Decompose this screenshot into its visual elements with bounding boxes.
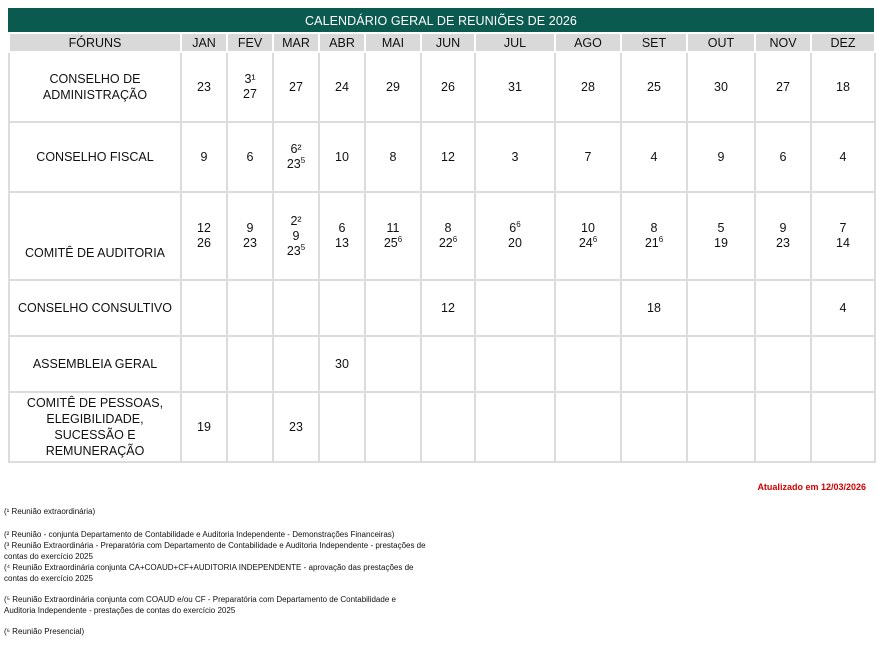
date-cell-jul <box>475 336 555 392</box>
header-month-out: OUT <box>687 33 755 52</box>
meeting-day: 21 <box>644 236 659 250</box>
footnote-6: (⁶ Reunião Presencial) <box>4 627 85 636</box>
date-cell-jan <box>181 52 227 122</box>
meeting-date <box>476 80 554 95</box>
meeting-date <box>274 229 318 244</box>
date-cell-abr <box>319 122 365 192</box>
meeting-date <box>812 301 874 316</box>
date-cell-jun <box>421 122 475 192</box>
date-cell-nov <box>755 52 811 122</box>
date-cell-abr <box>319 280 365 336</box>
date-cell-mar <box>273 336 319 392</box>
date-cell-set <box>621 280 687 336</box>
calendar-container <box>8 8 874 463</box>
table-body <box>9 52 875 462</box>
forum-name <box>9 392 181 462</box>
date-cell-ago <box>555 280 621 336</box>
meeting-day: 30 <box>335 356 349 371</box>
meeting-date <box>812 80 874 95</box>
meeting-date <box>320 80 364 95</box>
meeting-date <box>812 150 874 165</box>
date-cell-set <box>621 392 687 462</box>
meeting-day: 14 <box>836 236 850 250</box>
footnote-marker: 6 <box>592 234 598 244</box>
date-cell-nov <box>755 392 811 462</box>
header-month-jan: JAN <box>181 33 227 52</box>
meeting-date <box>320 150 364 165</box>
meeting-day: 12 <box>197 221 211 235</box>
forum-name-line: CONSELHO FISCAL <box>36 150 154 164</box>
date-cell-out <box>687 192 755 280</box>
date-cell-ago <box>555 192 621 280</box>
meeting-day: 18 <box>647 300 661 315</box>
date-cell-ago <box>555 52 621 122</box>
meeting-day: 25 <box>383 236 398 250</box>
meeting-day: 22 <box>438 236 453 250</box>
meeting-day: 9 <box>779 221 787 235</box>
table-row <box>9 122 875 192</box>
meeting-date <box>320 357 364 372</box>
date-cell-dez <box>811 392 875 462</box>
header-forums: FÓRUNS <box>9 33 181 52</box>
meeting-day: 19 <box>197 419 211 434</box>
meeting-day: 23 <box>286 157 301 171</box>
date-cell-ago <box>555 336 621 392</box>
date-cell-dez <box>811 192 875 280</box>
date-cell-nov <box>755 280 811 336</box>
date-cell-fev <box>227 280 273 336</box>
meeting-date <box>622 80 686 95</box>
header-month-set: SET <box>621 33 687 52</box>
meeting-day: 12 <box>441 149 455 164</box>
date-cell-jan <box>181 122 227 192</box>
forum-name-line: CONSELHO DE <box>49 72 141 86</box>
meeting-date <box>688 150 754 165</box>
date-cell-jul <box>475 192 555 280</box>
date-cell-dez <box>811 122 875 192</box>
forum-name <box>9 192 181 280</box>
meeting-date <box>556 236 620 251</box>
meeting-date <box>556 150 620 165</box>
meeting-date <box>756 150 810 165</box>
date-cell-mai <box>365 192 421 280</box>
meeting-date <box>688 236 754 251</box>
meeting-date <box>274 214 318 229</box>
table-row <box>9 280 875 336</box>
date-cell-set <box>621 122 687 192</box>
meeting-day: 8 <box>389 149 397 164</box>
meeting-day: 6 <box>338 221 346 235</box>
meeting-date <box>422 236 474 251</box>
date-cell-jan <box>181 192 227 280</box>
date-cell-jul <box>475 122 555 192</box>
meeting-date <box>274 142 318 157</box>
date-cell-fev <box>227 392 273 462</box>
meeting-date <box>182 80 226 95</box>
meeting-date <box>622 221 686 236</box>
header-month-mai: MAI <box>365 33 421 52</box>
meeting-day: 6² <box>290 142 302 156</box>
meeting-date <box>274 244 318 259</box>
meeting-date <box>422 221 474 236</box>
footnote-3-line1: (³ Reunião Extraordinária - Preparatória com Departamento de Contabilidade e Auditoria Independente - prestações de <box>4 541 426 550</box>
header-row <box>9 33 875 52</box>
header-month-dez: DEZ <box>811 33 875 52</box>
date-cell-mar <box>273 392 319 462</box>
date-cell-jun <box>421 280 475 336</box>
date-cell-fev <box>227 192 273 280</box>
date-cell-out <box>687 280 755 336</box>
date-cell-abr <box>319 392 365 462</box>
meeting-day: 10 <box>335 149 349 164</box>
footnote-marker: 5 <box>300 242 306 252</box>
date-cell-out <box>687 52 755 122</box>
meeting-day: 27 <box>776 79 790 94</box>
date-cell-jul <box>475 280 555 336</box>
date-cell-dez <box>811 336 875 392</box>
date-cell-jan <box>181 280 227 336</box>
meeting-date <box>622 236 686 251</box>
date-cell-dez <box>811 52 875 122</box>
forum-name-line: SUCESSÃO E REMUNERAÇÃO <box>45 428 145 458</box>
meeting-date <box>812 221 874 236</box>
meeting-day: 12 <box>441 300 455 315</box>
meeting-date <box>422 80 474 95</box>
table-row <box>9 192 875 280</box>
footnote-1: (¹ Reunião extraordinária) <box>4 507 96 516</box>
meeting-date <box>320 221 364 236</box>
date-cell-jun <box>421 336 475 392</box>
meeting-day: 6 <box>779 149 787 164</box>
meeting-day: 23 <box>286 243 301 258</box>
forum-name-line: ASSEMBLEIA GERAL <box>32 357 158 371</box>
meeting-day: 9 <box>717 149 725 164</box>
date-cell-out <box>687 336 755 392</box>
date-cell-nov <box>755 122 811 192</box>
date-cell-set <box>621 52 687 122</box>
footnote-marker: 5 <box>300 155 306 165</box>
meeting-date <box>182 150 226 165</box>
meeting-day: 23 <box>289 419 303 434</box>
forum-name <box>9 52 181 122</box>
footnote-marker: 6 <box>452 234 458 244</box>
meeting-date <box>228 87 272 102</box>
meeting-day: 24 <box>335 79 349 94</box>
meeting-day: 19 <box>714 236 728 250</box>
header-month-abr: ABR <box>319 33 365 52</box>
footnote-marker: 6 <box>516 219 521 229</box>
date-cell-set <box>621 336 687 392</box>
meeting-day: 3¹ <box>244 72 256 86</box>
date-cell-mai <box>365 122 421 192</box>
forum-name-line: COMITÊ DE PESSOAS, <box>26 396 164 410</box>
meeting-day: 4 <box>839 149 847 164</box>
date-cell-out <box>687 122 755 192</box>
meeting-day: 4 <box>650 149 658 164</box>
date-cell-fev <box>227 122 273 192</box>
meeting-day: 28 <box>581 79 595 94</box>
date-cell-jun <box>421 392 475 462</box>
footnotes <box>4 506 434 637</box>
date-cell-abr <box>319 192 365 280</box>
date-cell-mar <box>273 122 319 192</box>
meeting-day: 23 <box>197 79 211 94</box>
header-month-mar: MAR <box>273 33 319 52</box>
meeting-date <box>556 80 620 95</box>
meeting-date <box>228 150 272 165</box>
date-cell-mar <box>273 280 319 336</box>
meeting-date <box>366 80 420 95</box>
date-cell-set <box>621 192 687 280</box>
footnote-4-line2: contas do exercício 2025 <box>4 574 93 583</box>
meeting-date <box>228 72 272 87</box>
meeting-day: 23 <box>243 236 257 250</box>
meeting-day: 9 <box>200 149 208 164</box>
meetings-table <box>8 32 876 463</box>
meeting-date <box>756 80 810 95</box>
date-cell-jan <box>181 392 227 462</box>
forum-name-line: CONSELHO CONSULTIVO <box>18 301 172 315</box>
date-cell-ago <box>555 392 621 462</box>
meeting-day: 26 <box>197 236 211 250</box>
meeting-date <box>688 221 754 236</box>
footnote-marker: 6 <box>397 234 403 244</box>
footnote-2: (² Reunião - conjunta Departamento de Contabilidade e Auditoria Independente - Demonstrações Financeiras) <box>4 530 395 539</box>
header-month-fev: FEV <box>227 33 273 52</box>
table-row <box>9 392 875 462</box>
meeting-date <box>422 150 474 165</box>
date-cell-mai <box>365 52 421 122</box>
date-cell-jun <box>421 52 475 122</box>
date-cell-mai <box>365 336 421 392</box>
meeting-date <box>756 221 810 236</box>
date-cell-ago <box>555 122 621 192</box>
meeting-date <box>366 236 420 251</box>
header-month-jul: JUL <box>475 33 555 52</box>
meeting-date <box>366 221 420 236</box>
meeting-date <box>556 221 620 236</box>
forum-name <box>9 336 181 392</box>
meeting-day: 2² <box>290 213 302 228</box>
header-month-ago: AGO <box>555 33 621 52</box>
meeting-date <box>274 80 318 95</box>
meeting-date <box>228 221 272 236</box>
meeting-day: 7 <box>584 149 592 164</box>
meeting-date <box>476 236 554 251</box>
meeting-day: 6 <box>246 149 254 164</box>
date-cell-mai <box>365 392 421 462</box>
meeting-day: 30 <box>714 79 728 94</box>
meeting-day: 8 <box>650 221 658 235</box>
footnote-5-line2: Auditoria Independente - prestações de contas do exercício 2025 <box>4 606 236 615</box>
date-cell-fev <box>227 336 273 392</box>
meeting-day: 5 <box>717 221 725 235</box>
meeting-day: 13 <box>335 236 349 250</box>
meeting-date <box>622 150 686 165</box>
footnote-marker: 6 <box>658 234 664 244</box>
forum-name <box>9 280 181 336</box>
meeting-day: 24 <box>578 236 593 250</box>
meeting-date <box>182 221 226 236</box>
meeting-date <box>366 150 420 165</box>
meeting-day: 18 <box>836 79 850 94</box>
meeting-date <box>476 221 554 236</box>
meeting-day: 31 <box>508 79 522 94</box>
header-month-nov: NOV <box>755 33 811 52</box>
meeting-day: 8 <box>444 221 452 235</box>
meeting-day: 25 <box>647 79 661 94</box>
meeting-date <box>812 236 874 251</box>
meeting-day: 26 <box>441 79 455 94</box>
meeting-day: 9 <box>246 221 254 235</box>
table-row <box>9 336 875 392</box>
date-cell-jul <box>475 392 555 462</box>
footnote-3-line2: contas do exercício 2025 <box>4 552 93 561</box>
date-cell-mai <box>365 280 421 336</box>
date-cell-jan <box>181 336 227 392</box>
calendar-title: CALENDÁRIO GERAL DE REUNIÕES DE 2026 <box>8 8 874 32</box>
date-cell-dez <box>811 280 875 336</box>
meeting-date <box>182 236 226 251</box>
date-cell-jul <box>475 52 555 122</box>
meeting-date <box>688 80 754 95</box>
meeting-date <box>320 236 364 251</box>
meeting-day: 27 <box>289 79 303 94</box>
meeting-date <box>756 236 810 251</box>
meeting-day: 6 <box>509 221 517 235</box>
meeting-day: 7 <box>839 221 847 235</box>
date-cell-jun <box>421 192 475 280</box>
meeting-day: 3 <box>511 149 519 164</box>
meeting-date <box>228 236 272 251</box>
date-cell-fev <box>227 52 273 122</box>
meeting-date <box>622 301 686 316</box>
forum-name-line: ADMINISTRAÇÃO <box>42 88 148 102</box>
date-cell-abr <box>319 52 365 122</box>
forum-name <box>9 122 181 192</box>
meeting-date <box>182 420 226 435</box>
meeting-date <box>274 157 318 172</box>
footnote-4-line1: (⁴ Reunião Extraordinária conjunta CA+COAUD+CF+AUDITORIA INDEPENDENTE - aprovação das prestações de <box>4 563 414 572</box>
date-cell-out <box>687 392 755 462</box>
forum-name-line: COMITÊ DE AUDITORIA <box>24 246 166 260</box>
forum-name-line: ELEGIBILIDADE, <box>46 412 144 426</box>
meeting-date <box>274 420 318 435</box>
date-cell-mar <box>273 52 319 122</box>
meeting-day: 29 <box>386 79 400 94</box>
meeting-day: 10 <box>581 221 595 235</box>
footnote-5-line1: (⁵ Reunião Extraordinária conjunta com COAUD e/ou CF - Preparatória com Departamento de Contabilidade e <box>4 595 396 604</box>
header-month-jun: JUN <box>421 33 475 52</box>
meeting-day: 23 <box>776 236 790 250</box>
meeting-day: 9 <box>292 228 300 243</box>
table-row <box>9 52 875 122</box>
meeting-date <box>476 150 554 165</box>
date-cell-nov <box>755 192 811 280</box>
updated-date: Atualizado em 12/03/2026 <box>757 482 866 492</box>
date-cell-mar <box>273 192 319 280</box>
date-cell-nov <box>755 336 811 392</box>
meeting-day: 27 <box>243 87 257 101</box>
meeting-day: 20 <box>508 236 522 250</box>
meeting-day: 4 <box>839 300 847 315</box>
meeting-day: 11 <box>386 221 400 235</box>
meeting-date <box>422 301 474 316</box>
date-cell-abr <box>319 336 365 392</box>
